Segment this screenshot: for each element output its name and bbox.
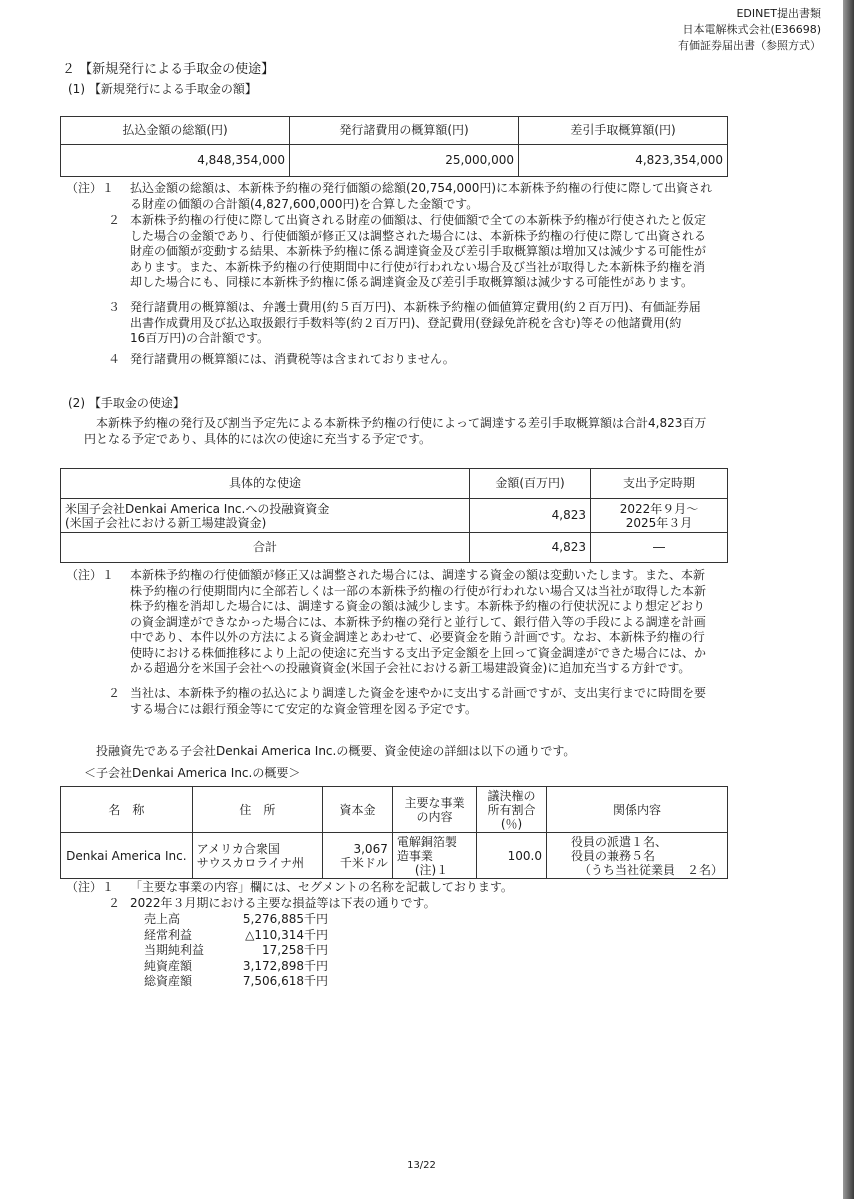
sub-business-line1: 電解銅箔製 <box>396 834 457 849</box>
use-header-purpose: 具体的な使途 <box>61 469 470 499</box>
fin-label: 純資産額 <box>144 958 193 973</box>
notes3-item2: 2022年３月期における主要な損益等は下表の通りです。 <box>130 896 436 910</box>
sub-cell-capital <box>323 833 393 879</box>
note-line: 株予約権を消却した場合には、調達する資金の額は減少します。本新株予約権の行使状況により想定どおり <box>130 599 706 613</box>
notes1-num2: ２ <box>108 213 121 227</box>
proceeds-value-net: 4,823,354,000 <box>519 145 728 177</box>
sub-business-line3: (注)１ <box>414 862 449 877</box>
use-intro <box>68 416 706 447</box>
use-purpose-line1: 米国子会社Denkai America Inc.への投融資資金 <box>65 501 330 516</box>
sub-relation-line1: 役員の派遣１名、 <box>570 834 667 849</box>
fin-row-equity <box>140 959 340 975</box>
note-line: する場合には銀行預金等にて安定的な資金管理を図る予定です。 <box>130 701 478 716</box>
notes1-num4: ４ <box>108 352 121 366</box>
sub-business-line2: 造事業 <box>396 848 433 863</box>
header-line2: 日本電解株式会社(E36698) <box>682 23 821 36</box>
proceeds-header-total: 払込金額の総額(円) <box>61 117 290 145</box>
viewer-edge <box>843 0 854 1199</box>
note-line: した場合の金額であり、行使価額が修正又は調整された場合には、本新株予約権の行使に際して出資される <box>130 228 707 243</box>
fin-value: 17,258千円 <box>262 943 328 957</box>
notes2-item1 <box>130 568 706 677</box>
use-table <box>60 468 728 563</box>
sub-address-line2: サウスカロライナ州 <box>196 855 304 870</box>
notes1-item1 <box>130 181 712 212</box>
note-line: る財産の価額の合計額(4,827,600,000円)を合算した金額です。 <box>130 196 479 211</box>
use-header-amount: 金額(百万円) <box>470 469 591 499</box>
subsidiary-intro: 投融資先である子会社Denkai America Inc.の概要、資金使途の詳細は以下の通りです。 <box>96 744 576 758</box>
fin-value: 7,506,618千円 <box>242 974 328 988</box>
intro-line: 本新株予約権の発行及び割当予定先による本新株予約権の行使によって調達する差引手取概算額は合計4,823百万 <box>96 416 707 430</box>
fin-value: 5,276,885千円 <box>242 912 328 926</box>
section-title: ２ 【新規発行による手取金の使途】 <box>62 62 275 77</box>
use-period-line1: 2022年９月～ <box>619 501 699 516</box>
notes2-num2: ２ <box>108 686 121 700</box>
fin-label: 総資産額 <box>144 974 193 988</box>
proceeds-table <box>60 116 728 177</box>
use-header-period: 支出予定時期 <box>591 469 728 499</box>
sub-cell-name: Denkai America Inc. <box>61 833 193 879</box>
note-line: 発行諸費用の概算額は、弁護士費用(約５百万円)、本新株予約権の価値算定費用(約２百万円)、有価証券届 <box>130 300 701 314</box>
note-line: 払込金額の総額は、本新株予約権の発行価額の総額(20,754,000円)に本新株予約権の行使に際して出資され <box>130 181 713 195</box>
notes1-item2 <box>130 213 706 291</box>
fin-label: 経常利益 <box>144 927 193 942</box>
notes2-label: （注）１ <box>66 568 115 582</box>
fin-label: 売上高 <box>144 912 181 926</box>
header-block <box>678 6 821 54</box>
notes1-num3: ３ <box>108 300 121 314</box>
header-line3: 有価証券届出書（参照方式） <box>678 39 821 52</box>
note-line: 中であり、本件以外の方法による資金調達とあわせて、必要資金を賄う計画です。なお、本新株予約権の行 <box>130 630 705 644</box>
sub-header-name: 名 称 <box>61 787 193 833</box>
proceeds-header-net: 差引手取概算額(円) <box>519 117 728 145</box>
notes1-item3 <box>130 300 701 347</box>
fin-row-assets <box>140 974 340 990</box>
intro-line: 円となる予定であり、具体的には次の使途に充当する予定です。 <box>84 431 432 446</box>
note-line: 本新株予約権の行使価額が修正又は調整された場合には、調達する資金の額は変動いたします。また、本新 <box>130 568 706 582</box>
note-line: 16百万円)の合計額です。 <box>130 331 269 345</box>
note-line: 株予約権の行使期間内に全部若しくは一部の本新株予約権の行使が行われない場合又は当社が取得した本新 <box>130 583 707 598</box>
sub-cell-relation <box>546 833 727 879</box>
sub-address-line1: アメリカ合衆国 <box>196 841 280 856</box>
use-total-amount: 4,823 <box>470 533 591 563</box>
notes2-item2 <box>130 686 706 717</box>
note-line: 使時における株価推移により上記の使途に充当する支出予定金額を上回って資金調達ができた場合には、か <box>130 645 707 660</box>
sub-header-capital: 資本金 <box>323 787 393 833</box>
subsection-2-title: (2) 【手取金の使途】 <box>68 396 185 410</box>
sub-cell-address <box>192 833 322 879</box>
note-line: 却した場合にも、同様に本新株予約権に係る調達資金及び差引手取概算額は減少する可能性があります。 <box>130 275 694 289</box>
note-line: 本新株予約権の行使に際して出資される財産の価額は、行使価額で全ての本新株予約権が行使されたと仮定 <box>130 213 707 227</box>
notes3-label: （注）１ <box>66 880 115 894</box>
proceeds-value-costs: 25,000,000 <box>290 145 519 177</box>
use-purpose-line2: (米国子会社における新工場建設資金) <box>65 515 267 530</box>
note-line: かる超過分を米国子会社への投融資資金(米国子会社における新工場建設資金)に追加充当する方針です。 <box>130 661 691 675</box>
financial-summary <box>140 912 340 990</box>
page-number: 13/22 <box>407 1160 436 1171</box>
use-total-period: ― <box>591 533 728 563</box>
notes3-item1: 「主要な事業の内容」欄には、セグメントの名称を記載しております。 <box>130 880 513 894</box>
sub-capital-amount: 3,067 <box>353 841 388 856</box>
use-row-period <box>591 499 728 533</box>
sub-header-business: 主要な事業 の内容 <box>392 787 476 833</box>
sub-capital-unit: 千米ドル <box>339 855 388 870</box>
header-line1: EDINET提出書類 <box>736 7 821 20</box>
fin-value: 3,172,898千円 <box>242 958 328 973</box>
fin-row-net <box>140 943 340 959</box>
note-line: 財産の価額が変動する結果、本新株予約権に係る調達資金及び差引手取概算額は増加又は減少する可能性が <box>130 244 707 258</box>
use-row-purpose <box>61 499 470 533</box>
proceeds-value-total: 4,848,354,000 <box>61 145 290 177</box>
sub-relation-line3: （うち当社従業員 ２名） <box>578 862 723 877</box>
proceeds-header-costs: 発行諸費用の概算額(円) <box>290 117 519 145</box>
sub-header-voting: 議決権の 所有割合 (％) <box>477 787 547 833</box>
subsection-1-title: (1) 【新規発行による手取金の額】 <box>68 82 257 96</box>
use-row-amount: 4,823 <box>470 499 591 533</box>
notes1-item4 <box>130 352 455 368</box>
note-line: 発行諸費用の概算額には、消費税等は含まれておりません。 <box>130 352 455 366</box>
note-line: あります。また、本新株予約権の行使期間中に行使が行われない場合及び当社が取得した本新株予約権を消 <box>130 259 706 274</box>
notes3-num2: ２ <box>108 896 121 910</box>
note-line: 出書作成費用及び払込取扱銀行手数料等(約２百万円)、登記費用(登録免許税を含む)等その他諸費用(約 <box>130 315 682 330</box>
use-period-line2: 2025年３月 <box>625 515 693 530</box>
subsidiary-table <box>60 786 728 879</box>
note-line: 当社は、本新株予約権の払込により調達した資金を速やかに支出する計画ですが、支出実行までに時間を要 <box>130 686 707 700</box>
fin-row-ordinary <box>140 928 340 944</box>
sub-header-address: 住 所 <box>192 787 322 833</box>
sub-relation-line2: 役員の兼務５名 <box>570 848 655 863</box>
sub-cell-business <box>392 833 476 879</box>
sub-header-relation: 関係内容 <box>546 787 727 833</box>
notes1-label: （注）１ <box>66 181 115 195</box>
use-total-label: 合計 <box>61 533 470 563</box>
note-line: の資金調達ができなかった場合には、本新株予約権の発行と並行して、銀行借入等の手段による調達を計画 <box>130 614 706 629</box>
fin-row-sales <box>140 912 340 928</box>
subsidiary-heading: ＜子会社Denkai America Inc.の概要＞ <box>84 766 301 780</box>
fin-label: 当期純利益 <box>144 943 205 957</box>
fin-value: △110,314千円 <box>245 927 328 942</box>
sub-cell-voting: 100.0 <box>477 833 547 879</box>
